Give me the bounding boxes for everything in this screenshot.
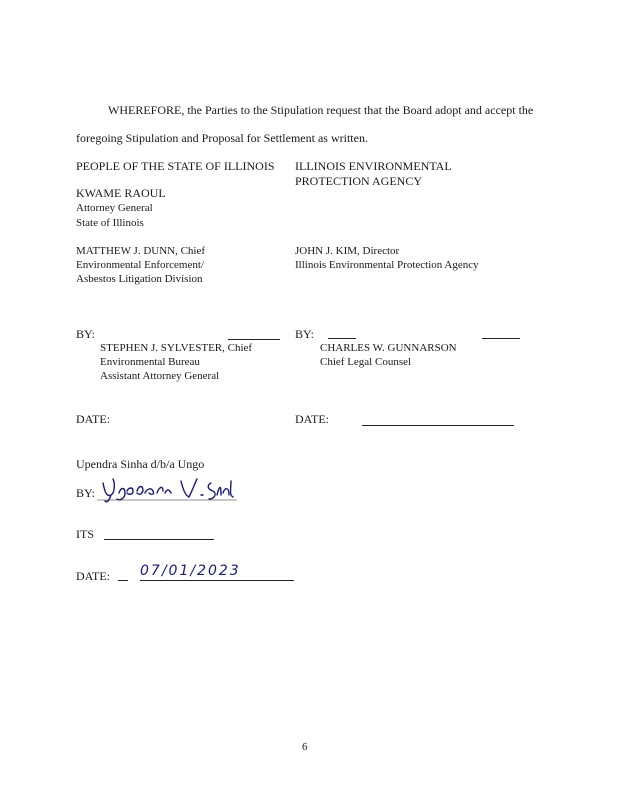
right-signature-line-b <box>482 338 520 339</box>
intro-line-2: foregoing Stipulation and Proposal for Settlement as written. <box>76 131 368 145</box>
attorney-general-name: KWAME RAOUL <box>76 186 166 200</box>
attorney-general-org: State of Illinois <box>76 217 144 229</box>
handwritten-signature <box>97 473 237 512</box>
its-label: ITS <box>76 527 94 541</box>
left-official-title-1: Environmental Enforcement/ <box>76 259 204 271</box>
respondent-date-value: 07/01/2023 <box>140 563 241 579</box>
intro-line-1: WHEREFORE, the Parties to the Stipulation request that the Board adopt and accept the <box>108 103 534 117</box>
right-signer-title: Chief Legal Counsel <box>320 356 412 368</box>
left-official-title-2: Asbestos Litigation Division <box>76 273 203 285</box>
left-signer-name: STEPHEN J. SYLVESTER, Chief <box>100 342 253 354</box>
respondent-name: Upendra Sinha d/b/a Ungo <box>76 457 205 471</box>
left-signer-title-2: Assistant Attorney General <box>100 370 220 382</box>
right-official-title: Illinois Environmental Protection Agency <box>295 259 479 271</box>
right-party-header-2: PROTECTION AGENCY <box>295 174 423 188</box>
respondent-date-line <box>140 580 294 581</box>
right-date-label: DATE: <box>295 412 329 426</box>
respondent-by-label: BY: <box>76 486 95 500</box>
right-signer-name: CHARLES W. GUNNARSON <box>320 342 457 354</box>
left-party-header: PEOPLE OF THE STATE OF ILLINOIS <box>76 159 275 173</box>
right-party-header-1: ILLINOIS ENVIRONMENTAL <box>295 159 452 173</box>
left-by-label: BY: <box>76 327 95 341</box>
right-official-name: JOHN J. KIM, Director <box>295 245 400 257</box>
attorney-general-title: Attorney General <box>76 202 153 214</box>
right-by-label: BY: <box>295 327 314 341</box>
right-signature-line-a <box>328 338 356 339</box>
page-number: 6 <box>302 741 308 753</box>
left-signer-title-1: Environmental Bureau <box>100 356 200 368</box>
right-date-line <box>362 425 514 426</box>
its-line <box>104 539 214 540</box>
respondent-date-line-prefix <box>118 580 128 581</box>
respondent-date-label: DATE: <box>76 569 110 583</box>
left-date-label: DATE: <box>76 412 110 426</box>
left-official-name: MATTHEW J. DUNN, Chief <box>76 245 206 257</box>
left-signature-line <box>228 339 280 340</box>
